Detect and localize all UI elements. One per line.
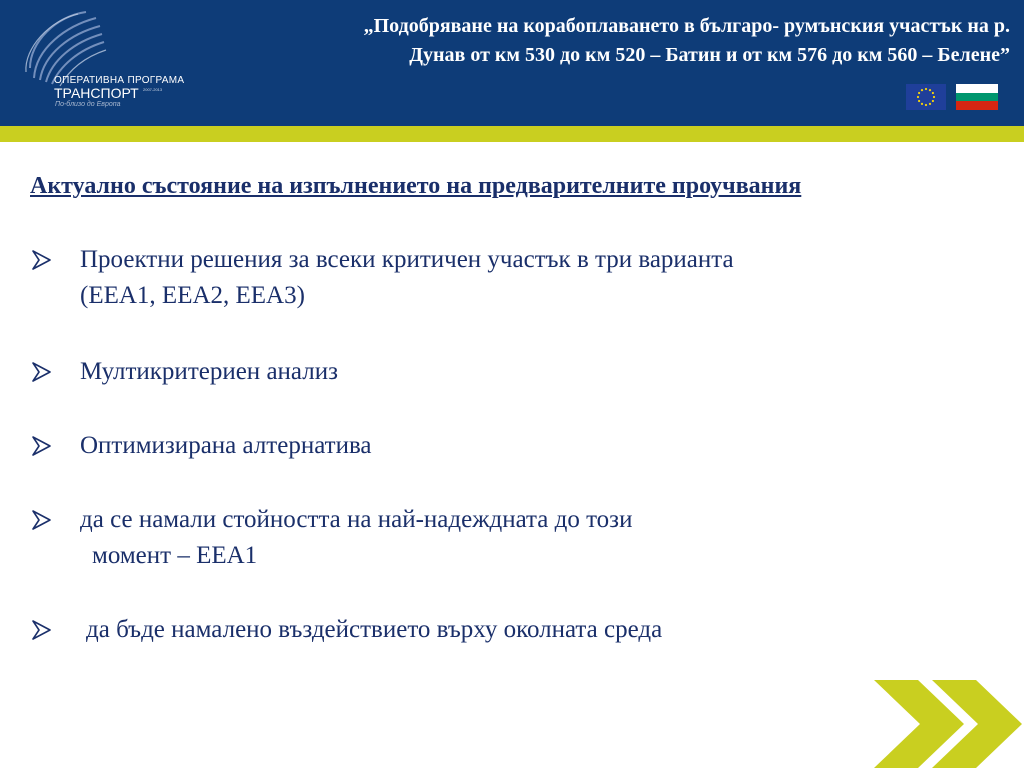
logo-slogan: По-близо до Европа xyxy=(55,101,121,108)
bullet-line-continued: момент – ЕЕА1 xyxy=(92,542,258,569)
bullet-line: да се намали стойността на най-надеждната до този xyxy=(80,506,633,533)
bulgarian-flag-icon xyxy=(956,84,998,110)
logo-program-name: ТРАНСПОРТ xyxy=(54,85,139,101)
arrowhead-bullet-icon xyxy=(30,612,54,648)
page-title-line-1: „Подобряване на корабоплаването в българо- румънския участък на р. xyxy=(363,15,1010,37)
page-title xyxy=(210,12,1010,70)
arrowhead-bullet-icon xyxy=(30,428,54,464)
bullet-line-continued: (ЕЕА1, ЕЕА2, ЕЕА3) xyxy=(80,282,305,309)
bullet-item xyxy=(30,502,950,574)
arrowhead-bullet-icon xyxy=(30,354,54,390)
section-heading: Актуално състояние на изпълнението на предварителните проучвания xyxy=(30,173,802,199)
page-title-line-2: Дунав от км 530 до км 520 – Батин и от км 576 до км 560 – Белене” xyxy=(409,44,1010,66)
bullet-line: Проектни решения за всеки критичен участък в три варианта xyxy=(80,246,734,273)
bullet-item xyxy=(30,428,950,464)
arrowhead-bullet-icon xyxy=(30,502,54,538)
bullet-text xyxy=(80,242,950,314)
eu-flag-icon xyxy=(906,84,946,110)
arrowhead-bullet-icon xyxy=(30,242,54,278)
bullet-item xyxy=(30,612,950,648)
bullet-text xyxy=(80,502,950,574)
bullet-item xyxy=(30,242,950,314)
accent-bar xyxy=(0,126,1024,142)
decorative-chevrons-icon xyxy=(870,680,1024,768)
bullet-item xyxy=(30,354,950,390)
logo-years: 2007-2013 xyxy=(143,87,163,92)
slide-body xyxy=(30,172,950,648)
bullet-text: Мултикритериен анализ xyxy=(80,358,338,385)
logo-program-line: ОПЕРАТИВНА ПРОГРАМА xyxy=(54,75,185,86)
header-bar xyxy=(0,0,1024,126)
bullet-text: Оптимизирана алтернатива xyxy=(80,432,372,459)
bullet-text: да бъде намалено въздействието върху околната среда xyxy=(86,616,663,643)
